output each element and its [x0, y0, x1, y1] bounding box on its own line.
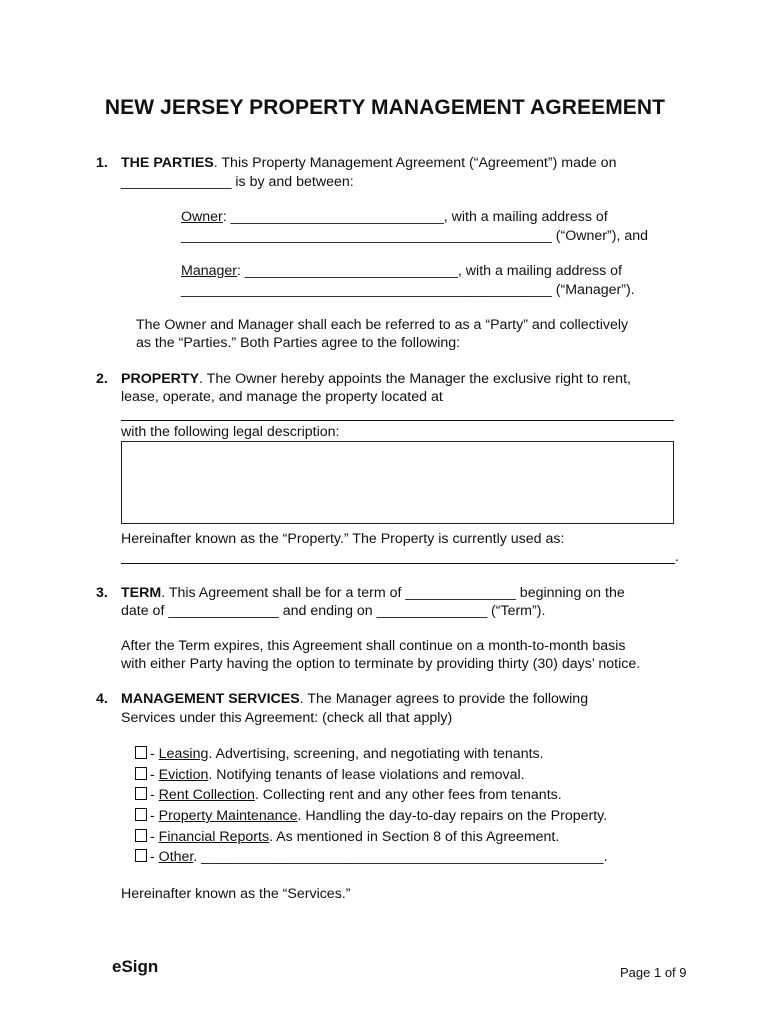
section-1-heading: THE PARTIES — [121, 155, 214, 171]
section-3-number: 3. — [96, 585, 108, 601]
parties-text-2: as the “Parties.” Both Parties agree to the following: — [136, 335, 461, 351]
service-desc-financial-reports: . As mentioned in Section 8 of this Agreement. — [269, 829, 560, 845]
parties-text-1: The Owner and Manager shall each be referred to as a “Party” and collectively — [136, 317, 629, 333]
rent-collection-checkbox[interactable] — [135, 787, 147, 800]
document-title: NEW JERSEY PROPERTY MANAGEMENT AGREEMENT — [104, 96, 666, 119]
service-dash: - — [150, 849, 159, 865]
leasing-checkbox[interactable] — [135, 746, 147, 759]
section-2-number: 2. — [96, 371, 108, 387]
section-3-para-2-line-1: After the Term expires, this Agreement shall continue on a month-to-month basis — [121, 638, 626, 654]
service-desc-property-maintenance: . Handling the day-to-day repairs on the Property. — [297, 808, 608, 824]
legal-description-box[interactable] — [121, 441, 674, 524]
service-label-rent-collection: Rent Collection — [158, 787, 255, 803]
service-dash: - — [150, 808, 159, 824]
service-item-rent-collection — [150, 787, 562, 804]
eviction-checkbox[interactable] — [135, 767, 147, 780]
manager-line-1[interactable] — [181, 263, 622, 280]
owner-label: Owner — [181, 209, 223, 225]
section-4-line-2: Services under this Agreement: (check all that apply) — [121, 710, 453, 726]
service-label-property-maintenance: Property Maintenance — [158, 808, 298, 824]
service-item-other[interactable] — [150, 849, 608, 866]
owner-line-2[interactable]: _______________________________________________ (“Owner”), and — [181, 228, 649, 244]
service-desc-leasing: . Advertising, screening, and negotiating with tenants. — [208, 746, 544, 762]
section-3-para-2-line-2: with either Party having the option to terminate by providing thirty (30) days’ notice. — [121, 656, 641, 672]
section-2-heading: PROPERTY — [121, 371, 200, 387]
property-use-label: Hereinafter known as the “Property.” The Property is currently used as: — [121, 531, 565, 547]
section-4-number: 4. — [96, 691, 108, 707]
section-3-text-1: . This Agreement shall be for a term of ______________ beginning on the — [161, 585, 625, 601]
other-checkbox[interactable] — [135, 849, 147, 862]
manager-label: Manager — [181, 263, 237, 279]
property-use-line[interactable] — [121, 563, 675, 564]
service-dash: - — [150, 746, 159, 762]
service-desc-rent-collection: . Collecting rent and any other fees from tenants. — [254, 787, 562, 803]
service-label-leasing: Leasing — [158, 746, 209, 762]
property-address-line[interactable] — [121, 420, 674, 421]
section-3-line-2[interactable]: date of ______________ and ending on ______________ (“Term”). — [121, 603, 546, 619]
service-label-eviction: Eviction — [158, 767, 209, 783]
section-1-number: 1. — [96, 155, 108, 171]
section-1-line-1 — [121, 155, 616, 172]
section-1-text-1: . This Property Management Agreement (“Agreement”) made on — [213, 155, 617, 171]
section-3-line-1[interactable] — [121, 585, 625, 602]
service-label-financial-reports: Financial Reports — [158, 829, 270, 845]
legal-description-label: with the following legal description: — [121, 424, 340, 440]
property-use-period: . — [675, 549, 679, 565]
section-2-text-1: . The Owner hereby appoints the Manager the exclusive right to rent, — [199, 371, 631, 387]
section-4-text-1: . The Manager agrees to provide the following — [299, 691, 589, 707]
service-label-other: Other — [158, 849, 194, 865]
section-4-heading: MANAGEMENT SERVICES — [121, 691, 300, 707]
service-item-leasing — [150, 746, 544, 763]
section-1-line-2[interactable]: ______________ is by and between: — [121, 174, 354, 190]
service-item-financial-reports — [150, 829, 559, 846]
service-desc-eviction: . Notifying tenants of lease violations and removal. — [208, 767, 525, 783]
section-2-line-1 — [121, 371, 631, 388]
esign-logo: eSign — [112, 957, 159, 976]
service-item-eviction — [150, 767, 525, 784]
section-4-line-1 — [121, 691, 588, 708]
page-number: Page 1 of 9 — [620, 965, 687, 980]
owner-line-1[interactable] — [181, 209, 608, 226]
service-desc-other: . ___________________________________________________. — [193, 849, 608, 865]
owner-text-1: : ___________________________, with a mailing address of — [222, 209, 608, 225]
section-3-heading: TERM — [121, 585, 162, 601]
property-maintenance-checkbox[interactable] — [135, 808, 147, 821]
service-item-property-maintenance — [150, 808, 607, 825]
manager-text-1: : ___________________________, with a mailing address of — [237, 263, 622, 279]
service-dash: - — [150, 829, 159, 845]
service-dash: - — [150, 787, 159, 803]
section-2-line-2: lease, operate, and manage the property located at — [121, 389, 443, 405]
financial-reports-checkbox[interactable] — [135, 829, 147, 842]
services-hereinafter: Hereinafter known as the “Services.” — [121, 886, 351, 902]
manager-line-2[interactable]: _______________________________________________ (“Manager”). — [181, 282, 635, 298]
service-dash: - — [150, 767, 159, 783]
